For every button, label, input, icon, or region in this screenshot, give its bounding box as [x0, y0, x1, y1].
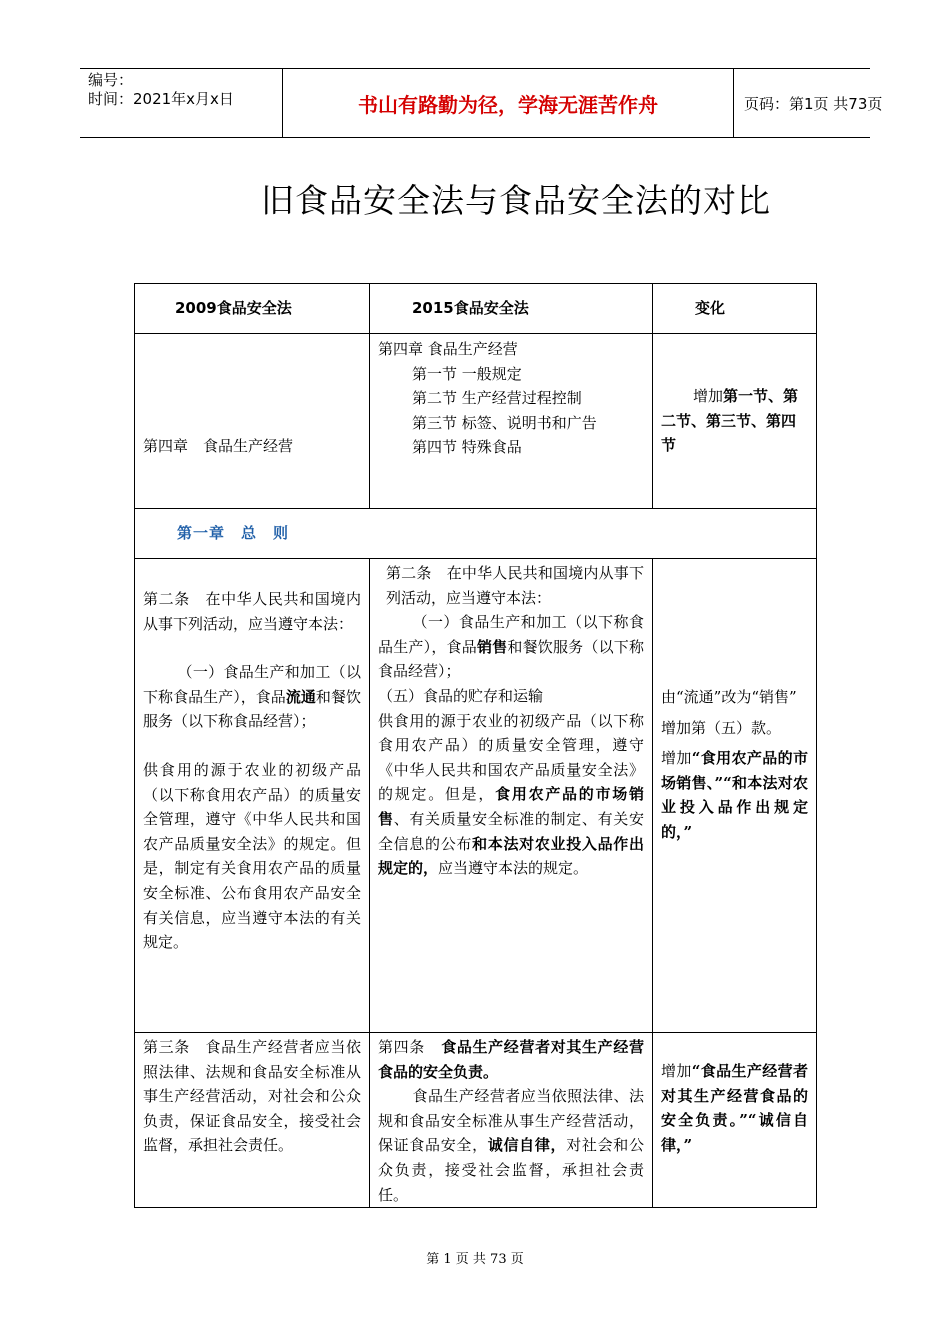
table-header-row	[135, 284, 817, 334]
table-row	[135, 1033, 817, 1208]
old-article-intro: 第二条 在中华人民共和国境内从事下列活动，应当遵守本法：	[143, 590, 361, 633]
bold-part: 流通	[285, 687, 316, 706]
new-cell	[370, 559, 653, 1033]
text-part: （一）食品生产和加工（以下称食品生产），食品	[143, 663, 361, 706]
new-paragraph	[378, 1084, 644, 1207]
table-row	[135, 559, 817, 1033]
old-cell	[135, 559, 370, 1033]
header-meta	[80, 69, 282, 137]
comparison-table	[134, 283, 817, 1208]
page-header	[80, 68, 883, 138]
document-title: 旧食品安全法与食品安全法的对比	[261, 181, 771, 220]
blank-line	[143, 636, 361, 660]
bold-part: 食品生产经营者对其生产经营食品的安全负责。	[378, 1038, 644, 1081]
bold-part: 和本法对农业投入品作出规定的，	[378, 834, 644, 878]
change-bold: 第一节、第二节、第三节、第四节	[661, 387, 799, 455]
section-item: 第三节 标签、说明书和广告	[412, 413, 597, 432]
text-part: 应当遵守本法的规定。	[438, 859, 589, 878]
col-header-2009: 2009食品安全法	[135, 284, 370, 334]
text-part: 增加	[661, 749, 692, 768]
change-item: 由“流通”改为“销售”	[661, 688, 797, 706]
bold-part: “食用农产品的市场销售、”“和本法对农业投入品作出规定的，”	[661, 749, 808, 841]
bold-part: “食品生产经营者对其生产经营食品的安全负责。”“诚信自律，”	[661, 1062, 808, 1154]
change-cell	[653, 334, 817, 509]
new-article-head	[378, 1035, 644, 1084]
new-clause-1	[378, 610, 644, 684]
new-paragraph	[378, 709, 644, 881]
old-cell: 第三条 食品生产经营者应当依照法律、法规和食品安全标准从事生产经营活动，对社会和公众负责，保证食品安全，接受社会监督，承担社会责任。	[135, 1033, 370, 1208]
section-item: 第四节 特殊食品	[412, 438, 522, 457]
table-row	[135, 334, 817, 509]
chapter-row	[135, 509, 817, 559]
change-item: 增加第（五）款。	[661, 718, 782, 737]
text-part: 对社会和公众负责，接受社会监督，承担社会责任。	[378, 1136, 644, 1204]
text-part: 供食用的源于农业的初级产品（以下称食用农产品）的质量安全管理，遵守《中华人民共和国农产品质量安全法》的规定。但是，	[378, 711, 644, 804]
time-label: 时间：2021年x月x日	[88, 90, 234, 108]
change-cell	[653, 559, 817, 1033]
old-paragraph: 供食用的源于农业的初级产品（以下称食用农产品）的质量安全管理，遵守《中华人民共和国农产品质量安全法》的规定。但是，制定有关食用农产品的质量安全标准、公布食用农产品安全有关信息，应当遵守本法的有关规定。	[143, 760, 361, 952]
bold-part: 销售	[476, 637, 508, 656]
text-part: 和餐饮服务（以下称食品经营）；	[378, 637, 644, 681]
blank-line	[143, 734, 361, 758]
text-part: 、有关质量安全标准的制定、有关安全信息的公布	[378, 809, 644, 853]
bold-part: 诚信自律，	[487, 1136, 567, 1155]
text-part: 食品生产经营者应当依照法律、法规和食品安全标准从事生产经营活动，保证食品安全，	[378, 1087, 644, 1155]
header-motto: 书山有路勤为径，学海无涯苦作舟	[282, 69, 734, 137]
header-page-info: 页码：第1页 共73页	[744, 94, 883, 113]
new-article-intro: 第二条 在中华人民共和国境内从事下列活动，应当遵守本法：	[386, 564, 644, 607]
text-part: 增加	[661, 1062, 692, 1080]
old-cell: 第四章 食品生产经营	[135, 334, 370, 509]
change-cell	[653, 1033, 817, 1208]
text-part: 第四条	[378, 1038, 425, 1056]
old-clause-1	[143, 660, 361, 734]
new-chapter: 第四章 食品生产经营	[378, 340, 518, 358]
page-footer: 第 1 页 共 73 页	[426, 1252, 524, 1267]
text-part: （一）食品生产和加工（以下称食品生产），食品	[378, 613, 644, 656]
new-cell	[370, 1033, 653, 1208]
bold-part: 食用农产品的市场销售	[378, 785, 644, 828]
change-prefix: 增加	[693, 387, 724, 405]
new-cell	[370, 334, 653, 509]
col-header-2015: 2015食品安全法	[370, 284, 653, 334]
change-item	[661, 746, 808, 844]
col-header-change: 变化	[653, 284, 817, 334]
chapter-heading: 第一章 总 则	[135, 509, 817, 559]
section-item: 第一节 一般规定	[412, 364, 522, 383]
section-item: 第二节 生产经营过程控制	[412, 389, 582, 408]
text-part: 和餐饮服务（以下称食品经营）；	[143, 687, 361, 731]
number-label: 编号：	[88, 71, 134, 89]
new-clause-5: （五）食品的贮存和运输	[378, 686, 544, 705]
